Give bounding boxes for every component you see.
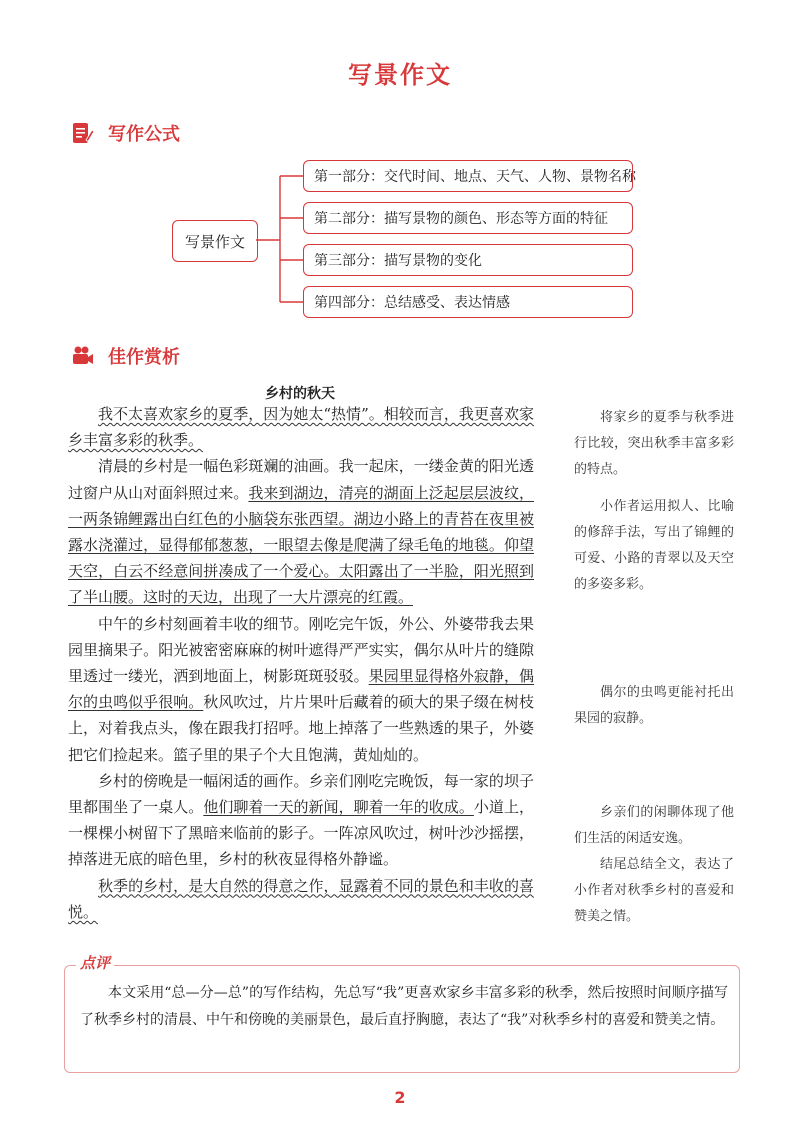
essay-p5-wavy: 秋季的乡村，是大自然的得意之作，显露着不同的景色和丰收的喜悦。 <box>68 876 534 921</box>
appreciation-heading <box>72 343 180 369</box>
essay-paragraph-5 <box>68 873 534 925</box>
margin-note-3 <box>574 680 734 732</box>
review-text: 本文采用“总—分—总”的写作结构，先总写“我”更喜欢家乡丰富多彩的秋季，然后按照时间顺序描写了秋季乡村的清晨、中午和傍晚的美丽景色，最后直抒胸臆，表达了“我”对秋季乡村的喜爱和赞美之情。 <box>80 985 728 1028</box>
essay-paragraph-1 <box>68 401 534 453</box>
mindmap-connector <box>256 170 306 320</box>
essay-p2-text: 清晨的乡村是一幅色彩斑斓的油画。我一起床，一缕金黄的阳光透过窗户从山对面斜照过来。 <box>68 457 534 502</box>
formula-root-box: 写景作文 <box>172 220 258 262</box>
essay-p2-underline-3: 仰望天空，白云不经意间拼凑成了一个爱心。太阳露出了一半脸，阳光照到了半山腰。这时的天边，出现了一大片漂亮的红霞。 <box>68 536 534 607</box>
page-title: 写景作文 <box>348 61 452 89</box>
essay-paragraph-4 <box>68 768 534 873</box>
formula-heading-label: 写作公式 <box>108 124 180 145</box>
margin-note-2 <box>574 494 734 598</box>
margin-note-4 <box>574 800 734 852</box>
formula-heading <box>72 120 180 146</box>
margin-note-3-text: 偶尔的虫鸣更能衬托出果园的寂静。 <box>574 685 734 726</box>
camera-icon <box>72 345 94 367</box>
margin-note-1-text: 将家乡的夏季与秋季进行比较，突出秋季丰富多彩的特点。 <box>574 410 734 477</box>
margin-note-4-text: 乡亲们的闲聊体现了他们生活的闲适安逸。 <box>574 805 734 846</box>
essay-p1-wavy: 我不太喜欢家乡的夏季，因为她太“热情”。相较而言，我更喜欢家乡丰富多彩的秋季。 <box>68 405 534 450</box>
review-label: 点评 <box>76 952 114 973</box>
essay-body <box>68 401 534 925</box>
margin-note-1 <box>574 405 734 483</box>
formula-part-3: 第三部分：描写景物的变化 <box>303 244 633 276</box>
essay-p2-underline-1: 我来到湖边，清亮的湖面上泛起层层波纹，一两条锦鲤露出白红色的小脑袋东张西望。 <box>68 483 534 528</box>
margin-note-5 <box>574 852 734 930</box>
essay-paragraph-3 <box>68 611 534 768</box>
essay-title: 乡村的秋天 <box>265 386 335 402</box>
essay-p4-underline: 他们聊着一天的新闻，聊着一年的收成。 <box>203 798 474 817</box>
margin-note-2-text: 小作者运用拟人、比喻的修辞手法，写出了锦鲤的可爱、小路的青翠以及天空的多姿多彩。 <box>574 499 734 592</box>
formula-part-1: 第一部分：交代时间、地点、天气、人物、景物名称 <box>303 160 633 192</box>
essay-p2-underline-2: 湖边小路上的青苔在夜里被露水浇灌过，显得郁郁葱葱，一眼望去像是爬满了绿毛龟的地毯。 <box>68 509 534 555</box>
page-number: 2 <box>394 1088 406 1107</box>
essay-p3-text-2: 秋风吹过，片片果叶后藏着的硕大的果子缀在树枝上，对着我点头，像在跟我打招呼。地上掉落了一些熟透的果子，外婆把它们捡起来。篮子里的果子个大且饱满，黄灿灿的。 <box>68 693 534 764</box>
essay-paragraph-2 <box>68 453 534 610</box>
essay-p3-underline: 果园里显得格外寂静，偶尔的虫鸣似乎很响。 <box>68 667 534 712</box>
essay-p4-text-2: 小道上，一棵棵小树留下了黑暗来临前的影子。一阵凉风吹过，树叶沙沙摇摆，掉落进无底的暗色里，乡村的秋夜显得格外静谧。 <box>68 798 534 869</box>
formula-part-4: 第四部分：总结感受、表达情感 <box>303 286 633 318</box>
essay-p4-text: 乡村的傍晚是一幅闲适的画作。乡亲们刚吃完晚饭，每一家的坝子里都围坐了一桌人。 <box>68 771 534 817</box>
margin-note-5-text: 结尾总结全文，表达了小作者对秋季乡村的喜爱和赞美之情。 <box>574 857 734 924</box>
appreciation-heading-label: 佳作赏析 <box>108 347 180 368</box>
writing-icon <box>72 122 94 144</box>
essay-p3-text: 中午的乡村刻画着丰收的细节。刚吃完午饭，外公、外婆带我去果园里摘果子。阳光被密密麻麻的树叶遮得严严实实，偶尔从叶片的缝隙里透过一缕光，洒到地面上，树影斑斑驳驳。 <box>68 614 534 686</box>
formula-part-2: 第二部分：描写景物的颜色、形态等方面的特征 <box>303 202 633 234</box>
